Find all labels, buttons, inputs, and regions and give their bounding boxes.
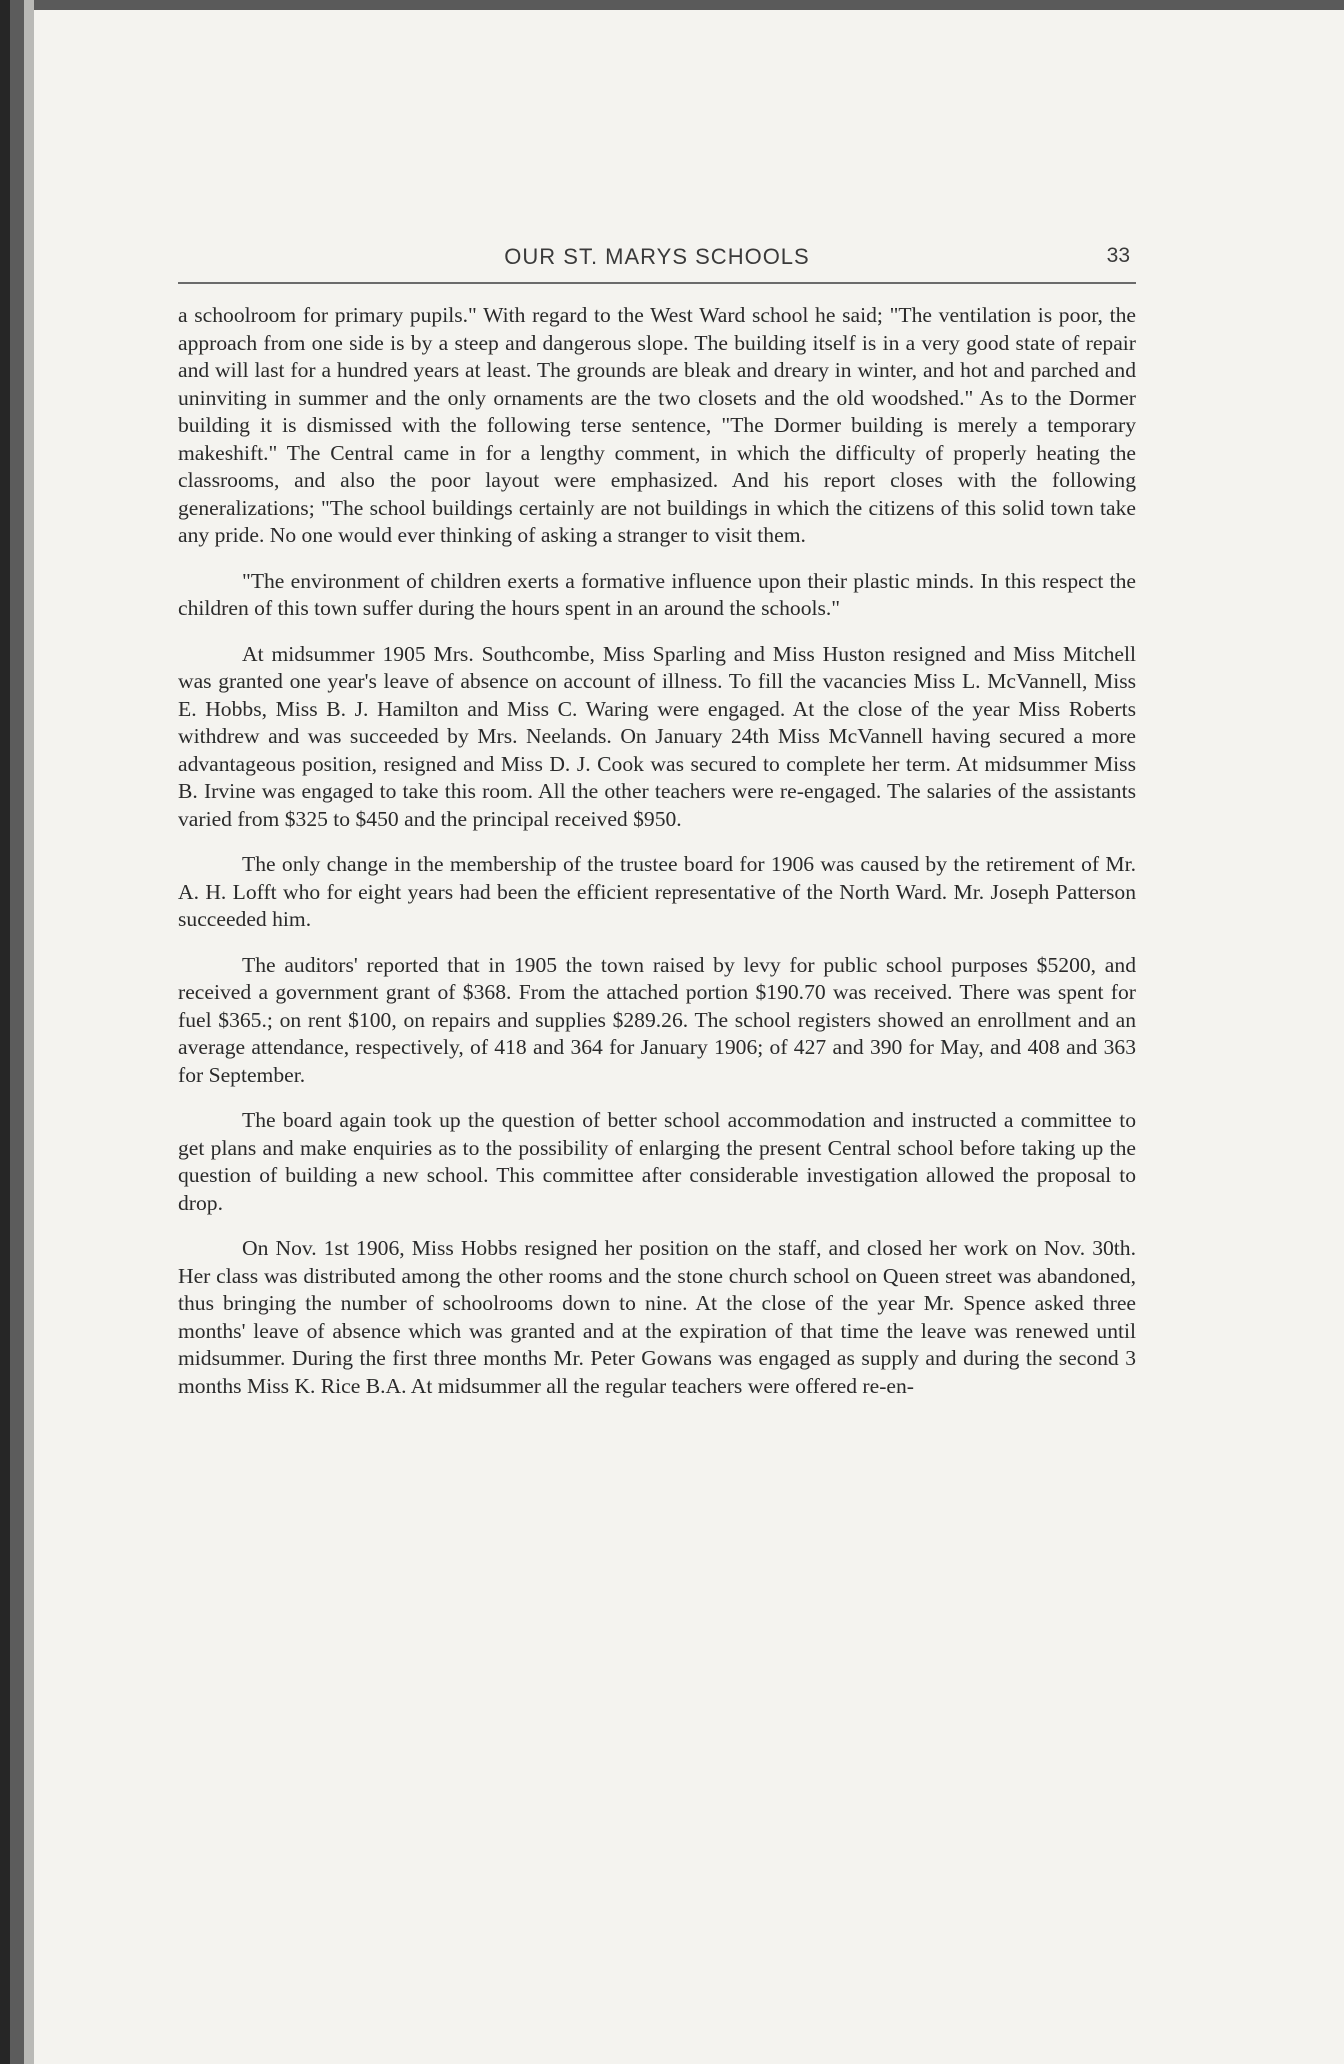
paragraph: The auditors' reported that in 1905 the town raised by levy for public school purposes $5200, and received a government grant of $368. From the attached portion $190.70 was received. There was spent for fuel $365.; on rent $100, on repairs and supplies $289.26. The school registers showed an enrollment and an average attendance, respectively, of 418 and 364 for January 1906; of 427 and 390 for May, and 408 and 363 for September. bbox=[178, 952, 1136, 1087]
scan-border-left-shadow bbox=[10, 0, 24, 2064]
running-header bbox=[178, 238, 1136, 284]
paragraph: The only change in the membership of the trustee board for 1906 was caused by the retirement of Mr. A. H. Lofft who for eight years had been the efficient representative of the North Ward. Mr. Joseph Patterson succeeded him. bbox=[178, 852, 1136, 931]
paragraph: The board again took up the question of better school accommodation and instructed a committee to get plans and make enquiries as to the possibility of enlarging the present Central school before taking up the question of building a new school. This committee after considerable investigation allowed the proposal to drop. bbox=[178, 1108, 1136, 1215]
body-text bbox=[178, 302, 1136, 1400]
scan-border-top bbox=[0, 0, 1344, 10]
scan-border-left-fade bbox=[24, 0, 34, 2064]
paragraph: "The environment of children exerts a formative influence upon their plastic minds. In this respect the children of this town suffer during the hours spent in an around the schools." bbox=[178, 568, 1136, 620]
book-page bbox=[178, 238, 1136, 1418]
page-number: 33 bbox=[1106, 244, 1130, 267]
running-title: OUR ST. MARYS SCHOOLS bbox=[504, 244, 810, 269]
paragraph: At midsummer 1905 Mrs. Southcombe, Miss Sparling and Miss Huston resigned and Miss Mitchell was granted one year's leave of absence on account of illness. To fill the vacancies Miss L. McVannell, Miss E. Hobbs, Miss B. J. Hamilton and Miss C. Waring were engaged. At the close of the year Miss Roberts withdrew and was succeeded by Mrs. Neelands. On January 24th Miss McVannell having secured a more advantageous position, resigned and Miss D. J. Cook was secured to complete her term. At midsummer Miss B. Irvine was engaged to take this room. All the other teachers were re-engaged. The salaries of the assistants varied from $325 to $450 and the principal received $950. bbox=[178, 641, 1136, 831]
paragraph: On Nov. 1st 1906, Miss Hobbs resigned her position on the staff, and closed her work on Nov. 30th. Her class was distributed among the other rooms and the stone church school on Queen street was abandoned, thus bringing the number of schoolrooms down to nine. At the close of the year Mr. Spence asked three months' leave of absence which was granted and at the expiration of that time the leave was renewed until midsummer. During the first three months Mr. Peter Gowans was engaged as supply and during the second 3 months Miss K. Rice B.A. At midsummer all the regular teachers were offered re-en- bbox=[178, 1236, 1136, 1398]
paragraph: a schoolroom for primary pupils." With regard to the West Ward school he said; "The ventilation is poor, the approach from one side is by a steep and dangerous slope. The building itself is in a very good state of repair and will last for a hundred years at least. The grounds are bleak and dreary in winter, and hot and parched and uninviting in summer and the only ornaments are the two closets and the old woodshed." As to the Dormer building it is dismissed with the following terse sentence, "The Dormer building is merely a temporary makeshift." The Central came in for a lengthy comment, in which the difficulty of properly heating the classrooms, and also the poor layout were emphasized. And his report closes with the following generalizations; "The school buildings certainly are not buildings in which the citizens of this solid town take any pride. No one would ever thinking of asking a stranger to visit them. bbox=[178, 303, 1136, 547]
scan-border-left bbox=[0, 0, 10, 2064]
